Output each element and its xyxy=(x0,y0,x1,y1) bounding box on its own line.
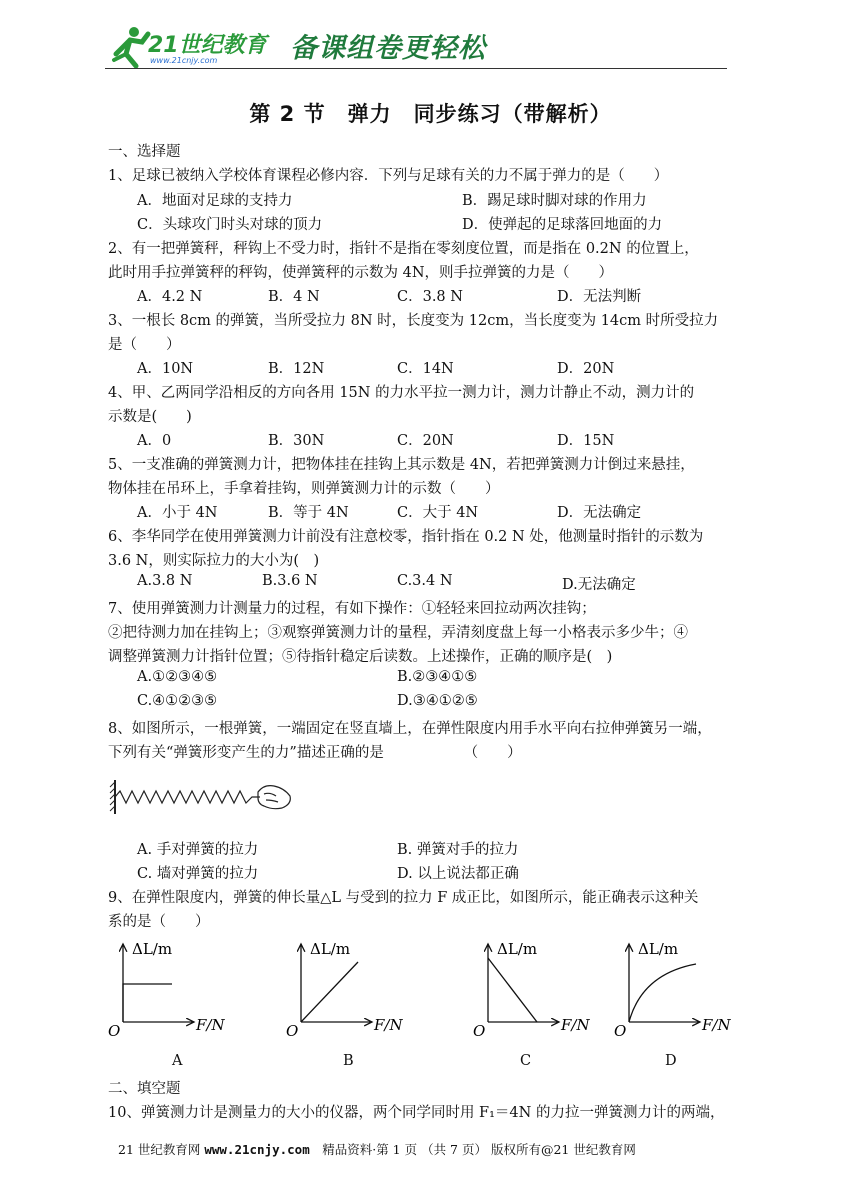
q4-stem-1: 4、甲、乙两同学沿相反的方向各用 15N 的力水平拉一测力计，测力计静止不动，测力计的 xyxy=(108,385,695,401)
hand-icon xyxy=(258,786,290,809)
graph-a-xlabel: F/N xyxy=(196,1016,225,1034)
q4-option-a: A．0 xyxy=(137,433,172,449)
graph-b-curve xyxy=(301,962,358,1022)
page-footer xyxy=(118,1140,636,1158)
q5-stem-1: 5、一支准确的弹簧测力计，把物体挂在挂钩上其示数是 4N，若把弹簧测力计倒过来悬挂， xyxy=(108,457,695,473)
graph-d-xlabel: F/N xyxy=(702,1016,731,1034)
footer-url[interactable]: www.21cnjy.com xyxy=(204,1142,310,1157)
q4-option-b: B．30N xyxy=(268,433,325,449)
q6-option-b: B.3.6 N xyxy=(262,573,318,589)
graph-b xyxy=(284,932,434,1042)
header-rule xyxy=(105,68,727,69)
graph-d-ylabel: ΔL/m xyxy=(638,940,679,958)
q8-stem-2: 下列有关“弹簧形变产生的力”描述正确的是 （ ） xyxy=(108,745,522,761)
q2-option-a: A．4.2 N xyxy=(137,289,203,305)
q6-stem-2: 3.6 N，则实际拉力的大小为( ) xyxy=(108,553,320,569)
q2-option-c: C．3.8 N xyxy=(397,289,463,305)
q1-option-a: A．地面对足球的支持力 xyxy=(137,193,293,209)
q1-option-b: B．踢足球时脚对球的作用力 xyxy=(462,193,647,209)
graph-label-a: A xyxy=(172,1053,183,1069)
q5-option-c: C．大于 4N xyxy=(397,505,479,521)
q7-option-a: A.①②③④⑤ xyxy=(137,669,218,685)
q7-stem-1: 7、使用弹簧测力计测量力的过程，有如下操作：①轻轻来回拉动两次挂钩； xyxy=(108,601,596,617)
brand-url: www.21cnjy.com xyxy=(150,56,218,65)
q2-stem-2: 此时用手拉弹簧秤的秤钩，使弹簧秤的示数为 4N，则手拉弹簧的力是（ ） xyxy=(108,265,614,281)
q5-option-d: D．无法确定 xyxy=(557,505,642,521)
q8-option-b: B. 弹簧对手的拉力 xyxy=(397,842,519,858)
section-heading-choice: 一、选择题 xyxy=(108,144,181,160)
q8-option-d: D. 以上说法都正确 xyxy=(397,866,519,882)
q3-option-a: A．10N xyxy=(137,361,194,377)
graph-a xyxy=(106,932,256,1042)
q2-option-b: B．4 N xyxy=(268,289,320,305)
q2-option-d: D．无法判断 xyxy=(557,289,642,305)
graph-a-origin: O xyxy=(108,1022,121,1040)
q8-option-c: C. 墙对弹簧的拉力 xyxy=(137,866,259,882)
page-title: 第 2 节 弹力 同步练习（带解析） xyxy=(249,102,612,126)
graph-c-origin: O xyxy=(473,1022,486,1040)
graph-b-origin: O xyxy=(286,1022,299,1040)
spring-coil xyxy=(115,791,260,803)
q6-option-d: D.无法确定 xyxy=(562,577,636,593)
graph-b-ylabel: ΔL/m xyxy=(310,940,351,958)
q6-option-c: C.3.4 N xyxy=(397,573,453,589)
q7-option-c: C.④①②③⑤ xyxy=(137,693,218,709)
graph-d-curve xyxy=(629,964,696,1022)
q8-option-a: A. 手对弹簧的拉力 xyxy=(137,842,259,858)
q1-stem: 1、足球已被纳入学校体育课程必修内容．下列与足球有关的力不属于弹力的是（ ） xyxy=(108,168,669,184)
q3-stem-1: 3、一根长 8cm 的弹簧，当所受拉力 8N 时，长度变为 12cm，当长度变为 14cm 时所受拉力 xyxy=(108,313,719,329)
q10-stem-1: 10、弹簧测力计是测量力的大小的仪器，两个同学同时用 F₁＝4N 的力拉一弹簧测力计的两端， xyxy=(108,1105,725,1121)
q1-option-d: D．使弹起的足球落回地面的力 xyxy=(462,217,663,233)
graph-d-origin: O xyxy=(614,1022,627,1040)
q1-option-c: C．头球攻门时头对球的顶力 xyxy=(137,217,323,233)
graph-c-curve xyxy=(488,958,537,1022)
q7-option-d: D.③④①②⑤ xyxy=(397,693,478,709)
q3-option-c: C．14N xyxy=(397,361,454,377)
q2-stem-1: 2、有一把弹簧秤，秤钩上不受力时，指针不是指在零刻度位置，而是指在 0.2N 的位置上， xyxy=(108,241,699,257)
brand-name: 21世纪教育 xyxy=(148,33,267,58)
graph-label-b: B xyxy=(343,1053,354,1069)
graph-b-xlabel: F/N xyxy=(374,1016,403,1034)
q4-option-c: C．20N xyxy=(397,433,454,449)
q8-stem-1: 8、如图所示，一根弹簧，一端固定在竖直墙上，在弹性限度内用手水平向右拉伸弹簧另一端， xyxy=(108,721,712,737)
q4-stem-2: 示数是( ) xyxy=(108,409,192,425)
q5-option-b: B．等于 4N xyxy=(268,505,349,521)
q3-option-b: B．12N xyxy=(268,361,325,377)
q7-stem-2: ②把待测力加在挂钩上；③观察弹簧测力计的量程，弄清刻度盘上每一小格表示多少牛；④ xyxy=(108,625,688,641)
q6-option-a: A.3.8 N xyxy=(137,573,193,589)
q4-option-d: D．15N xyxy=(557,433,615,449)
section-heading-fill: 二、填空题 xyxy=(108,1081,181,1097)
graph-c-xlabel: F/N xyxy=(561,1016,590,1034)
q6-stem-1: 6、李华同学在使用弹簧测力计前没有注意校零，指针指在 0.2 N 处，他测量时指针的示数为 xyxy=(108,529,704,545)
graph-a-ylabel: ΔL/m xyxy=(132,940,173,958)
graph-c-ylabel: ΔL/m xyxy=(497,940,538,958)
graph-label-d: D xyxy=(665,1053,677,1069)
q5-stem-2: 物体挂在吊环上，手拿着挂钩，则弹簧测力计的示数（ ） xyxy=(108,481,500,497)
graph-a-curve xyxy=(123,984,172,1022)
footer-suffix: 精品资料·第 1 页 （共 7 页） 版权所有@21 世纪教育网 xyxy=(309,1142,636,1157)
q9-stem-2: 系的是（ ） xyxy=(108,914,210,930)
q7-stem-3: 调整弹簧测力计指针位置；⑤待指针稳定后读数。上述操作，正确的顺序是( ) xyxy=(108,649,613,665)
q3-option-d: D．20N xyxy=(557,361,615,377)
footer-prefix: 21 世纪教育网 xyxy=(118,1142,205,1157)
q3-stem-2: 是（ ） xyxy=(108,337,181,353)
q9-stem-1: 9、在弹性限度内，弹簧的伸长量△L 与受到的拉力 F 成正比，如图所示，能正确表示这种关 xyxy=(108,890,699,906)
q5-option-a: A．小于 4N xyxy=(137,505,218,521)
q7-option-b: B.②③④①⑤ xyxy=(397,669,478,685)
header-slogan: 备课组卷更轻松 xyxy=(290,33,486,64)
graph-label-c: C xyxy=(520,1053,532,1069)
graph-c xyxy=(471,932,621,1042)
spring-figure xyxy=(108,778,298,818)
graph-d xyxy=(612,932,762,1042)
